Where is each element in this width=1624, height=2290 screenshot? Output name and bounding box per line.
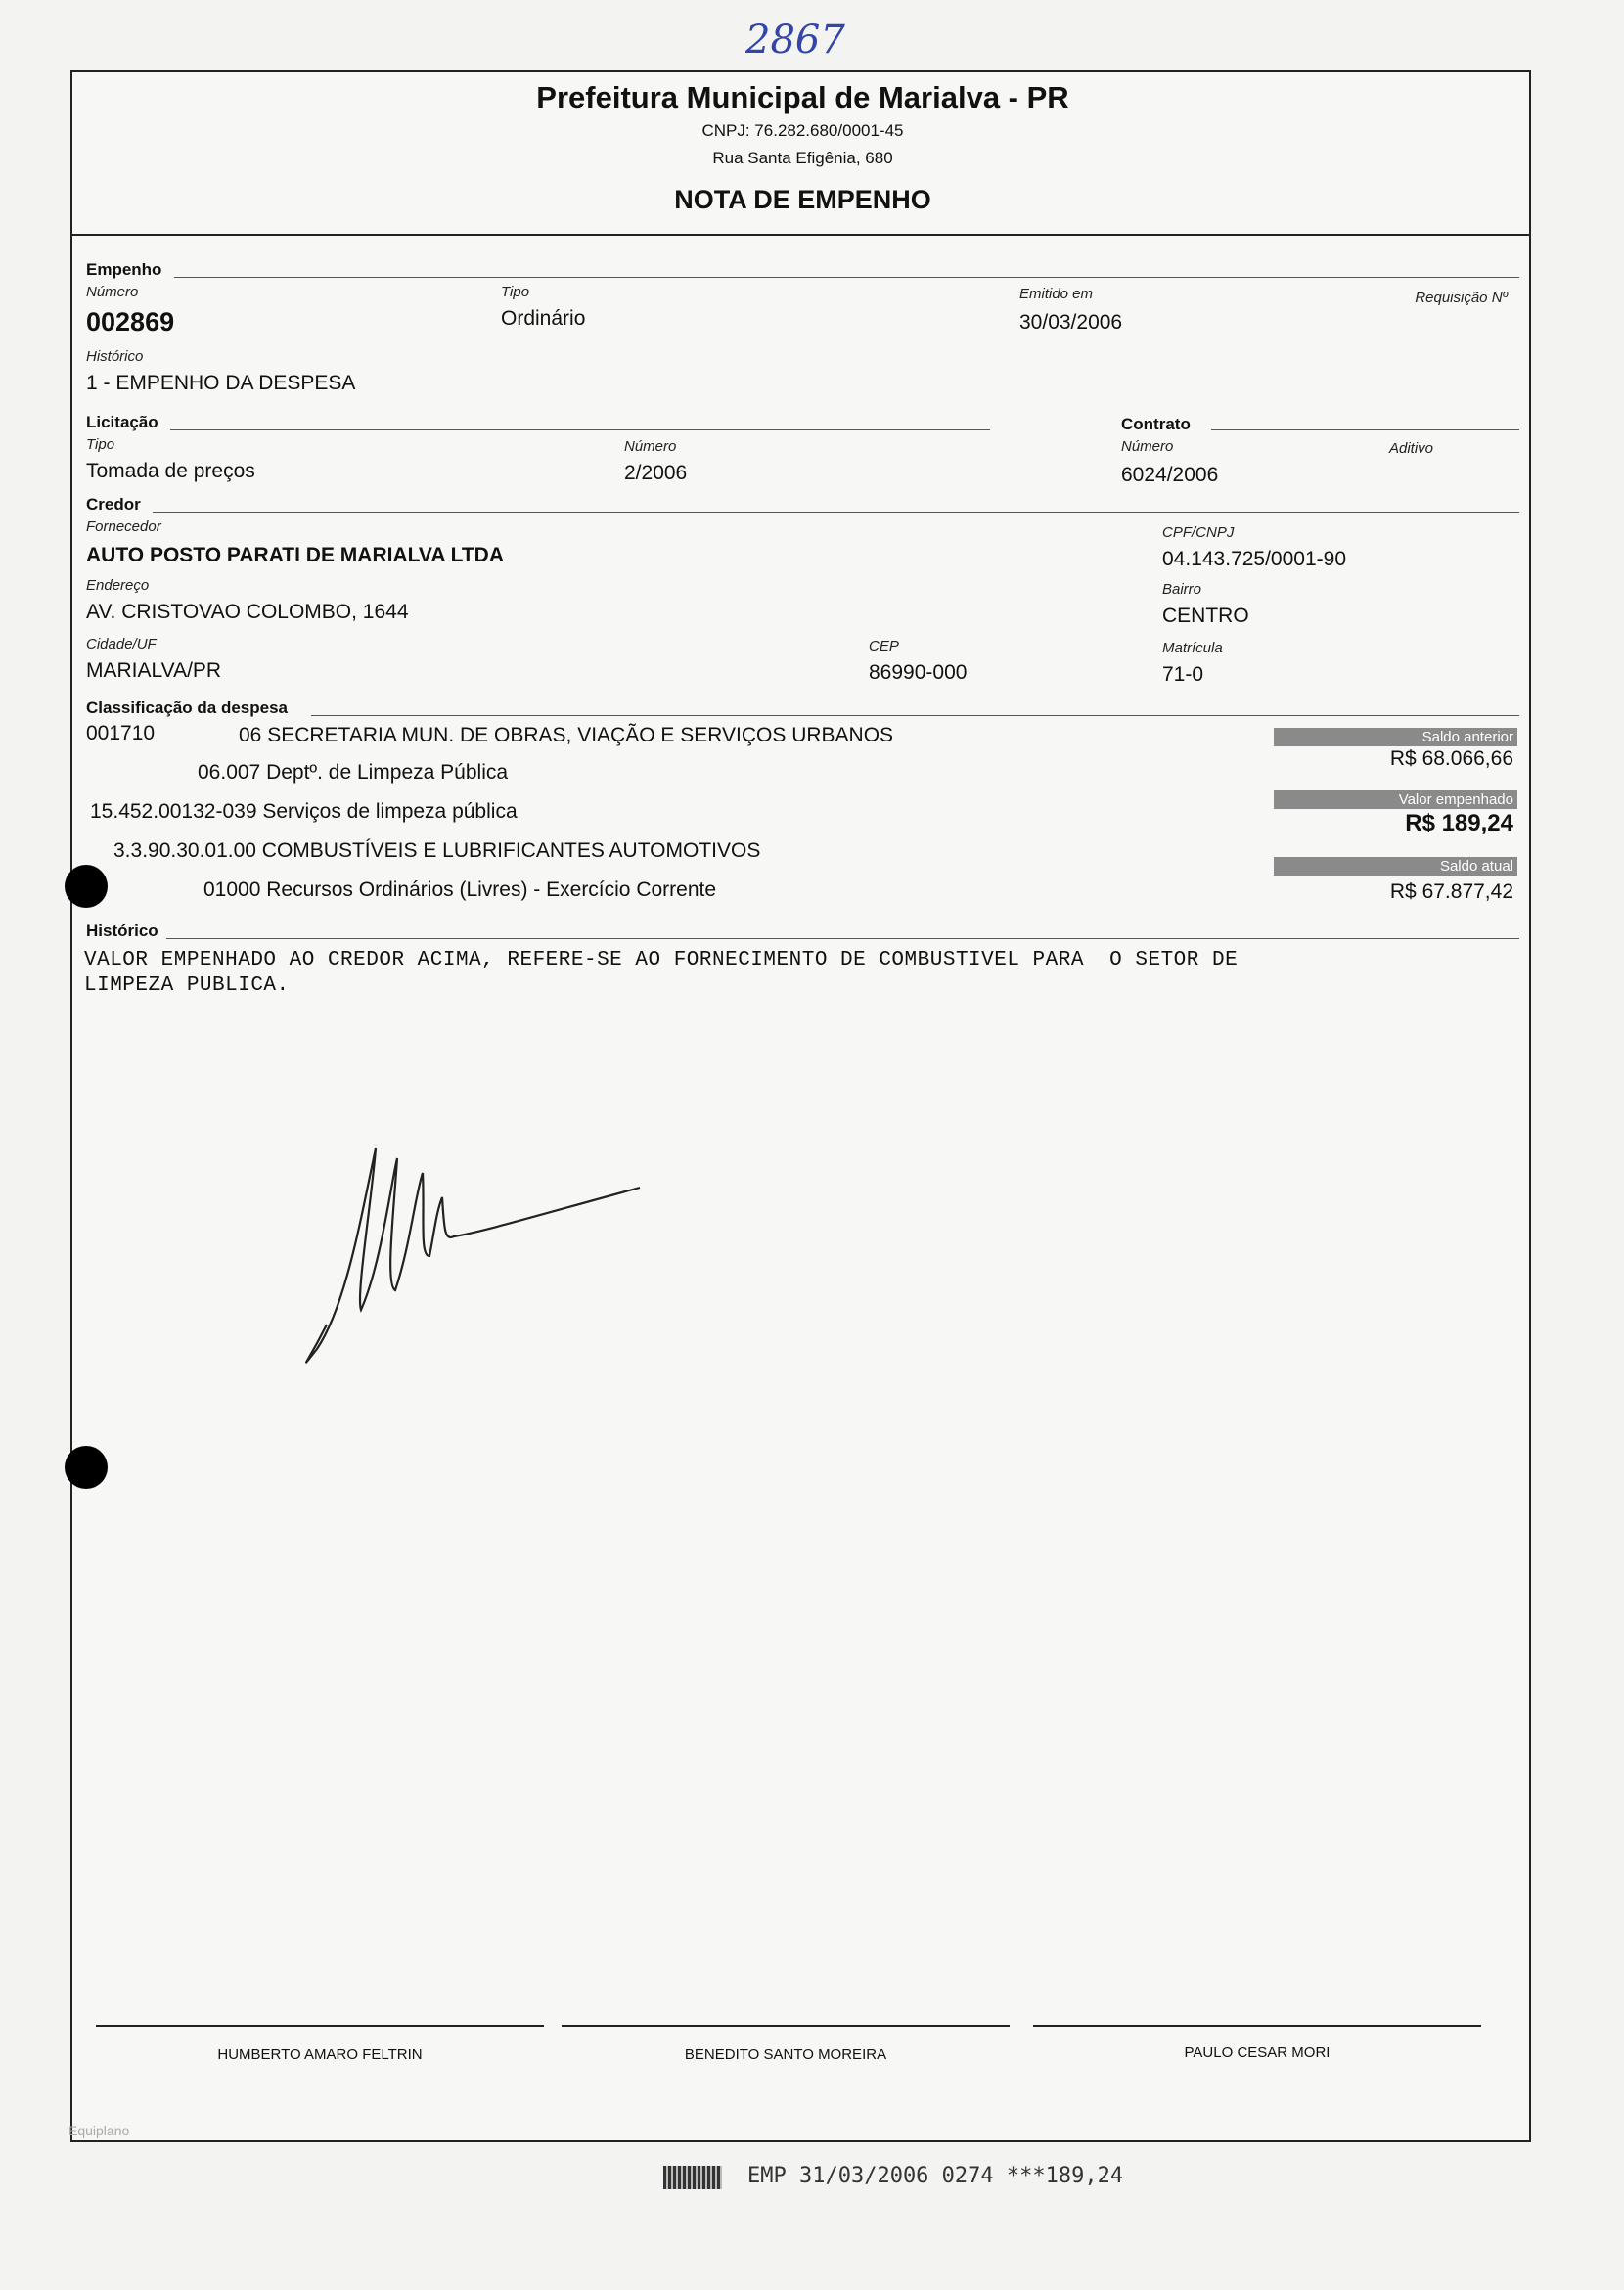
contrato-numero-label: Número — [1121, 438, 1174, 455]
credor-cep-label: CEP — [869, 638, 899, 654]
empenho-emitido: 30/03/2006 — [1019, 311, 1123, 334]
credor-matricula-label: Matrícula — [1162, 640, 1223, 656]
credor-cpf-label: CPF/CNPJ — [1162, 524, 1235, 541]
requisicao-label: Requisição Nº — [1415, 290, 1508, 306]
credor-cidade: MARIALVA/PR — [86, 659, 222, 682]
classificacao-line4: 3.3.90.30.01.00 COMBUSTÍVEIS E LUBRIFICANTES AUTOMOTIVOS — [113, 839, 761, 862]
contrato-numero: 6024/2006 — [1121, 464, 1219, 486]
binder-hole-bottom — [65, 1446, 108, 1489]
licitacao-numero: 2/2006 — [624, 462, 688, 484]
credor-fornecedor: AUTO POSTO PARATI DE MARIALVA LTDA — [86, 544, 504, 566]
saldo-atual: R$ 67.877,42 — [1389, 880, 1513, 903]
empenho-section-title: Empenho — [86, 260, 162, 279]
credor-endereco-label: Endereço — [86, 577, 150, 594]
stamp-logo — [663, 2166, 722, 2189]
empenho-historico-label: Histórico — [86, 348, 144, 365]
document-frame — [70, 70, 1531, 2142]
page-title: Prefeitura Municipal de Marialva - PR — [536, 80, 1069, 114]
classificacao-line2: 06.007 Deptº. de Limpeza Pública — [198, 761, 509, 784]
licitacao-rule — [170, 429, 990, 430]
historico-line1: VALOR EMPENHADO AO CREDOR ACIMA, REFERE-SE AO FORNECIMENTO DE COMBUSTIVEL PARA O SETOR DE — [84, 949, 1239, 971]
contrato-section-title: Contrato — [1121, 415, 1191, 433]
binder-hole-top — [65, 865, 108, 908]
credor-section-title: Credor — [86, 495, 141, 514]
classificacao-line3: 15.452.00132-039 Serviços de limpeza pública — [90, 800, 518, 823]
credor-endereco: AV. CRISTOVAO COLOMBO, 1644 — [86, 601, 409, 623]
header-cnpj: CNPJ: 76.282.680/0001-45 — [701, 121, 904, 140]
licitacao-section-title: Licitação — [86, 413, 158, 431]
footer-brand: Equiplano — [68, 2123, 130, 2138]
handwritten-number: 2867 — [745, 18, 845, 63]
signature-line-2 — [562, 2025, 1010, 2027]
signature-line-1 — [96, 2025, 544, 2027]
saldo-anterior-label: Saldo anterior — [1274, 728, 1517, 746]
valor-empenhado: R$ 189,24 — [1405, 810, 1513, 836]
empenho-historico: 1 - EMPENHO DA DESPESA — [86, 372, 356, 394]
empenho-numero-label: Número — [86, 284, 139, 300]
header-address: Rua Santa Efigênia, 680 — [712, 149, 893, 167]
empenho-tipo-label: Tipo — [501, 284, 530, 300]
signatory-3: PAULO CESAR MORI — [1184, 2044, 1331, 2061]
header-divider — [72, 234, 1529, 236]
saldo-anterior: R$ 68.066,66 — [1389, 747, 1513, 770]
handwritten-signature — [288, 1070, 699, 1383]
document-title: NOTA DE EMPENHO — [674, 185, 931, 214]
empenho-emitido-label: Emitido em — [1019, 286, 1094, 302]
credor-cep: 86990-000 — [869, 661, 968, 684]
classificacao-line5: 01000 Recursos Ordinários (Livres) - Exercício Corrente — [203, 878, 717, 901]
credor-fornecedor-label: Fornecedor — [86, 518, 161, 535]
historico-line2: LIMPEZA PUBLICA. — [84, 974, 290, 997]
valor-empenhado-label: Valor empenhado — [1274, 790, 1517, 809]
signatory-2: BENEDITO SANTO MOREIRA — [684, 2046, 887, 2063]
credor-matricula: 71-0 — [1162, 663, 1204, 686]
credor-cidade-label: Cidade/UF — [86, 636, 157, 652]
classificacao-code: 001710 — [86, 722, 156, 744]
licitacao-tipo: Tomada de preços — [86, 460, 255, 482]
credor-cpf: 04.143.725/0001-90 — [1162, 548, 1347, 570]
classificacao-rule — [311, 715, 1519, 716]
contrato-rule — [1211, 429, 1519, 430]
credor-bairro: CENTRO — [1162, 605, 1249, 627]
empenho-numero: 002869 — [86, 307, 175, 337]
licitacao-numero-label: Número — [624, 438, 677, 455]
historico-section-title: Histórico — [86, 921, 158, 940]
saldo-atual-label: Saldo atual — [1274, 857, 1517, 876]
empenho-tipo: Ordinário — [501, 307, 586, 330]
historico-rule — [166, 938, 1519, 939]
credor-bairro-label: Bairro — [1162, 581, 1202, 598]
contrato-aditivo-label: Aditivo — [1389, 440, 1434, 457]
signature-line-3 — [1033, 2025, 1481, 2027]
empenho-rule — [174, 277, 1519, 278]
validation-stamp: EMP 31/03/2006 0274 ***189,24 — [747, 2164, 1124, 2188]
classificacao-line1: 06 SECRETARIA MUN. DE OBRAS, VIAÇÃO E SERVIÇOS URBANOS — [239, 724, 894, 746]
signatory-1: HUMBERTO AMARO FELTRIN — [217, 2046, 423, 2063]
licitacao-tipo-label: Tipo — [86, 436, 115, 453]
classificacao-section-title: Classificação da despesa — [86, 698, 289, 717]
credor-rule — [153, 512, 1519, 513]
